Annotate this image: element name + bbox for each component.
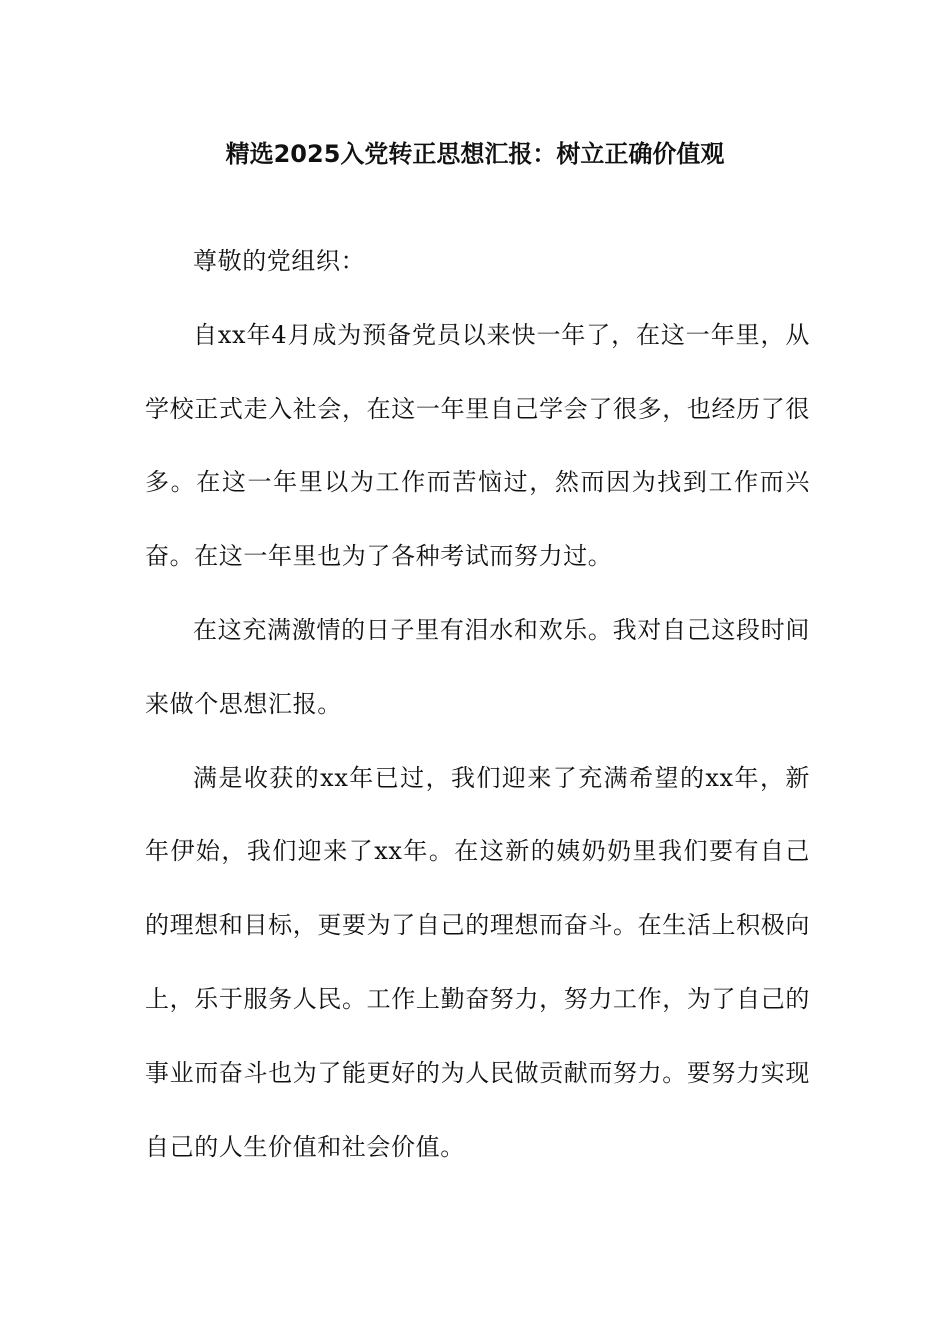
paragraph-2: 在这充满激情的日子里有泪水和欢乐。我对自己这段时间来做个思想汇报。 [145,615,810,718]
salutation: 尊敬的党组织： [193,247,366,275]
paragraph-1: 自xx年4月成为预备党员以来快一年了，在这一年里，从学校正式走入社会，在这一年里自己学会了很多，也经历了很多。在这一年里以为工作而苦恼过，然而因为找到工作而兴奋。在这一年里也为了各种考试而努力过。 [145,320,810,571]
document-body [145,225,810,1184]
paragraph-3: 满是收获的xx年已过，我们迎来了充满希望的xx年，新年伊始，我们迎来了xx年。在这新的姨奶奶里我们要有自己的理想和目标，更要为了自己的理想而奋斗。在生活上积极向上，乐于服务人民。工作上勤奋努力，努力工作，为了自己的事业而奋斗也为了能更好的为人民做贡献而努力。要努力实现自己的人生价值和社会价值。 [145,763,810,1161]
document-title: 精选2025入党转正思想汇报：树立正确价值观 [225,140,725,168]
